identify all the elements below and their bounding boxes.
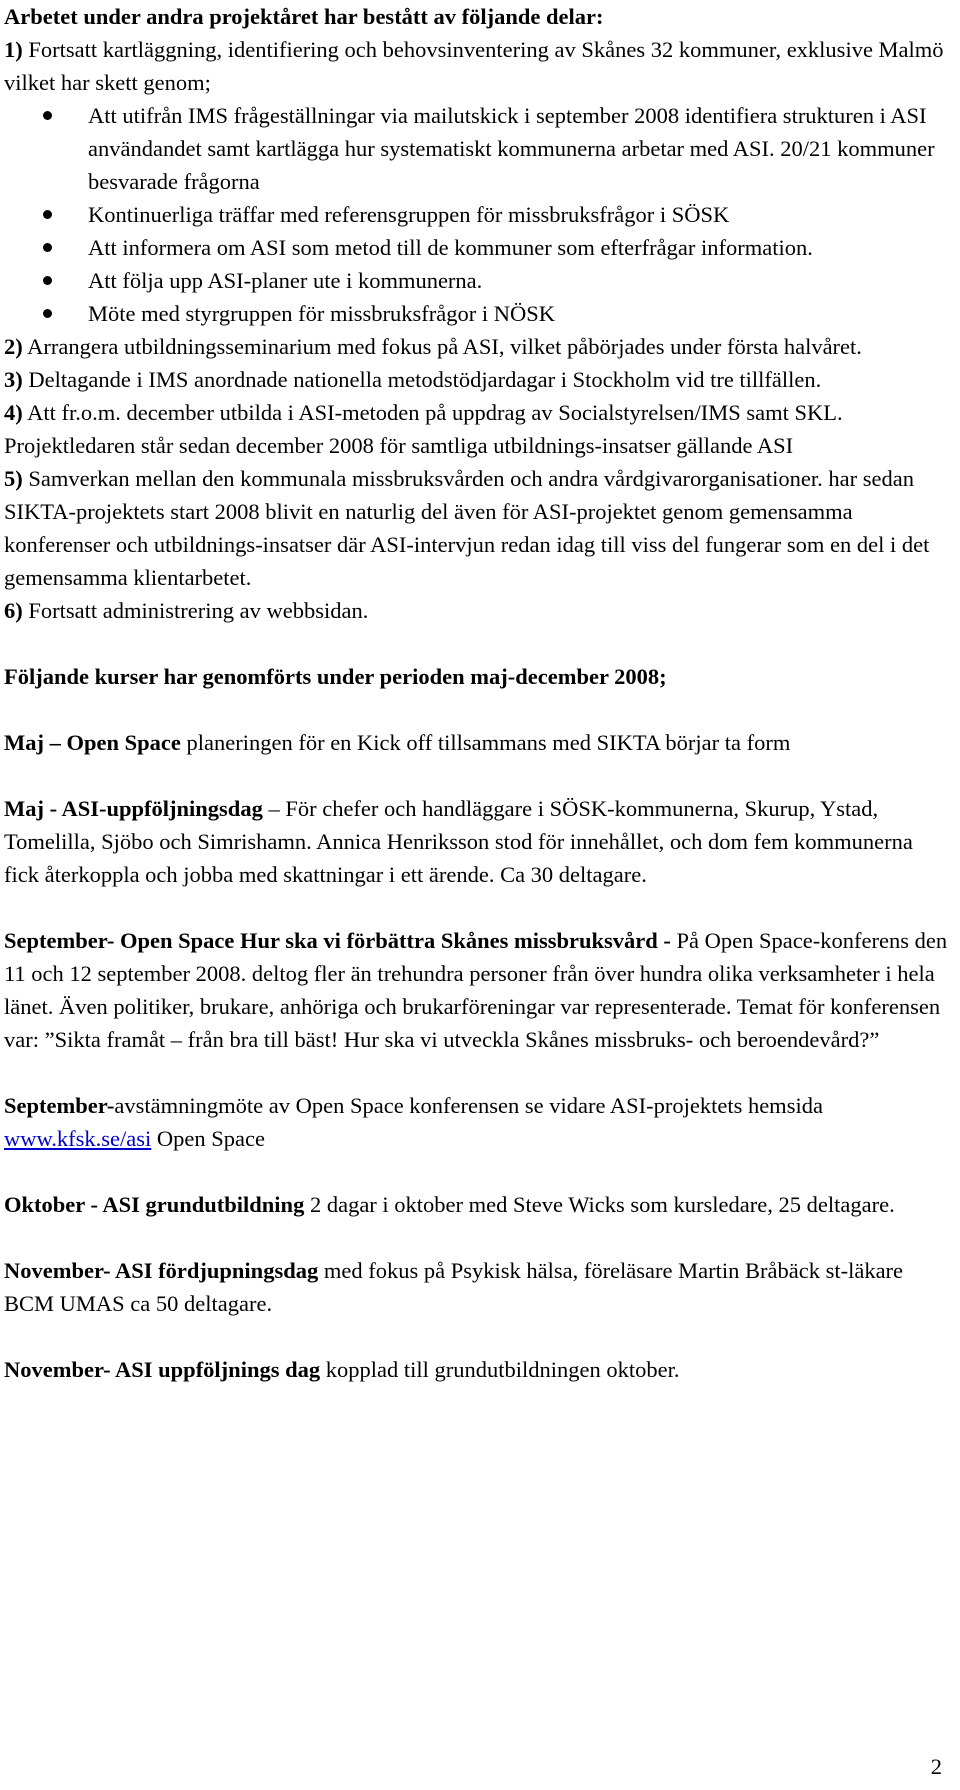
page-number: 2 [930, 1754, 942, 1779]
course-title: Maj – Open Space [4, 730, 181, 755]
course-description: planeringen för en Kick off tillsammans med SIKTA börjar ta form [180, 730, 791, 755]
item-number: 1) [4, 37, 23, 62]
course-entry-maj-open-space [4, 726, 952, 759]
bullet-icon [43, 276, 52, 285]
course-description: kopplad till grundutbildningen oktober. [320, 1357, 680, 1382]
bullet-item [4, 198, 952, 231]
course-title: September- Open Space Hur ska vi förbättra Skånes missbruksvård - [4, 928, 671, 953]
bullet-icon [43, 309, 52, 318]
course-entry-november-uppfoljningsdag [4, 1353, 952, 1386]
bullet-item [4, 99, 952, 198]
course-description: avstämningmöte av Open Space konferensen se vidare ASI-projektets hemsida [114, 1093, 823, 1118]
spacer [4, 891, 952, 924]
bullet-icon [43, 243, 52, 252]
item-text: Fortsatt administrering av webbsidan. [22, 598, 369, 623]
item-text: Samverkan mellan den kommunala missbruksvården och andra vårdgivarorganisationer. har sedan SIKTA-projektets start 2008 blivit en naturlig del även för ASI-projektet genom gemensamma konferenser och utbildnings-insatser där ASI-intervjun redan idag till viss del fungerar som en del i det gemensamma klientarbetet. [4, 466, 930, 590]
course-entry-november-fordjupningsdag [4, 1254, 952, 1320]
item-number: 3) [4, 367, 23, 392]
item-number: 2) [4, 334, 23, 359]
bullet-item [4, 231, 952, 264]
list-item-1 [4, 33, 952, 99]
section-heading: Arbetet under andra projektåret har bestått av följande delar: [4, 4, 604, 29]
course-entry-september-open-space [4, 924, 952, 1056]
list-item-6 [4, 594, 952, 627]
bullet-text: Att följa upp ASI-planer ute i kommunerna. [88, 268, 483, 293]
bullet-item [4, 264, 952, 297]
list-item-2 [4, 330, 952, 363]
website-link[interactable]: www.kfsk.se/asi [4, 1126, 152, 1151]
bullet-text: Att utifrån IMS frågeställningar via mailutskick i september 2008 identifiera strukturen i ASI användandet samt kartlägga hur systematiskt kommunerna arbetar med ASI. 20/21 kommuner besvarade frågorna [88, 103, 935, 194]
course-description: På Open Space-konferens den 11 och 12 september 2008. deltog fler än trehundra personer från över hundra olika verksamheter i hela länet. Även politiker, brukare, anhöriga och brukarföreningar var representerade. Temat för konferensen var: ”Sikta framåt – från bra till bäst! Hur ska vi utveckla Skånes missbruks- och beroendevård?” [4, 928, 948, 1052]
course-title: November- ASI uppföljnings dag [4, 1357, 321, 1382]
course-entry-maj-uppfoljningsdag [4, 792, 952, 891]
item-text: Deltagande i IMS anordnade nationella metodstödjardagar i Stockholm vid tre tillfällen. [22, 367, 822, 392]
course-title: November- ASI fördjupningsdag [4, 1258, 319, 1283]
course-title: Oktober - ASI grundutbildning [4, 1192, 305, 1217]
item-text: Fortsatt kartläggning, identifiering och behovsinventering av Skånes 32 kommuner, exklusive Malmö vilket har skett genom; [4, 37, 944, 95]
spacer [4, 1155, 952, 1188]
course-description: – För chefer och handläggare i SÖSK-kommunerna, Skurup, Ystad, Tomelilla, Sjöbo och Simrishamn. Annica Henriksson stod för innehållet, och dom fem kommunerna fick återkoppla och jobba med skattningar i ett ärende. Ca 30 deltagare. [4, 796, 913, 887]
course-title: Maj - ASI-uppföljningsdag [4, 796, 263, 821]
item-text: Arrangera utbildningsseminarium med fokus på ASI, vilket påbörjades under första halvåret. [22, 334, 862, 359]
course-description: 2 dagar i oktober med Steve Wicks som kursledare, 25 deltagare. [304, 1192, 895, 1217]
courses-heading: Följande kurser har genomförts under perioden maj-december 2008; [4, 664, 667, 689]
bullet-icon [43, 111, 52, 120]
bullet-text: Kontinuerliga träffar med referensgruppen för missbruksfrågor i SÖSK [88, 202, 730, 227]
course-description-tail: Open Space [151, 1126, 265, 1151]
spacer [4, 1221, 952, 1254]
bullet-icon [43, 210, 52, 219]
item-text: Att fr.o.m. december utbilda i ASI-metoden på uppdrag av Socialstyrelsen/IMS samt SKL. Projektledaren står sedan december 2008 för samtliga utbildnings-insatser gällande ASI [4, 400, 843, 458]
list-item-5 [4, 462, 952, 594]
item-number: 4) [4, 400, 23, 425]
bullet-text: Att informera om ASI som metod till de kommuner som efterfrågar information. [88, 235, 813, 260]
item-number: 5) [4, 466, 23, 491]
list-item-4 [4, 396, 952, 462]
document-body [4, 0, 952, 1386]
bullet-item [4, 297, 952, 330]
list-item-3 [4, 363, 952, 396]
bullet-text: Möte med styrgruppen för missbruksfrågor i NÖSK [88, 301, 556, 326]
course-entry-september-avstamning [4, 1089, 952, 1155]
course-description: med fokus på Psykisk hälsa, föreläsare Martin Bråbäck st-läkare BCM UMAS ca 50 deltagare. [4, 1258, 904, 1316]
spacer [4, 1056, 952, 1089]
course-title: September- [4, 1093, 115, 1118]
spacer [4, 1320, 952, 1353]
course-entry-oktober-grundutbildning [4, 1188, 952, 1221]
item-number: 6) [4, 598, 23, 623]
spacer [4, 759, 952, 792]
spacer [4, 627, 952, 660]
bullet-list [4, 99, 952, 330]
spacer [4, 693, 952, 726]
